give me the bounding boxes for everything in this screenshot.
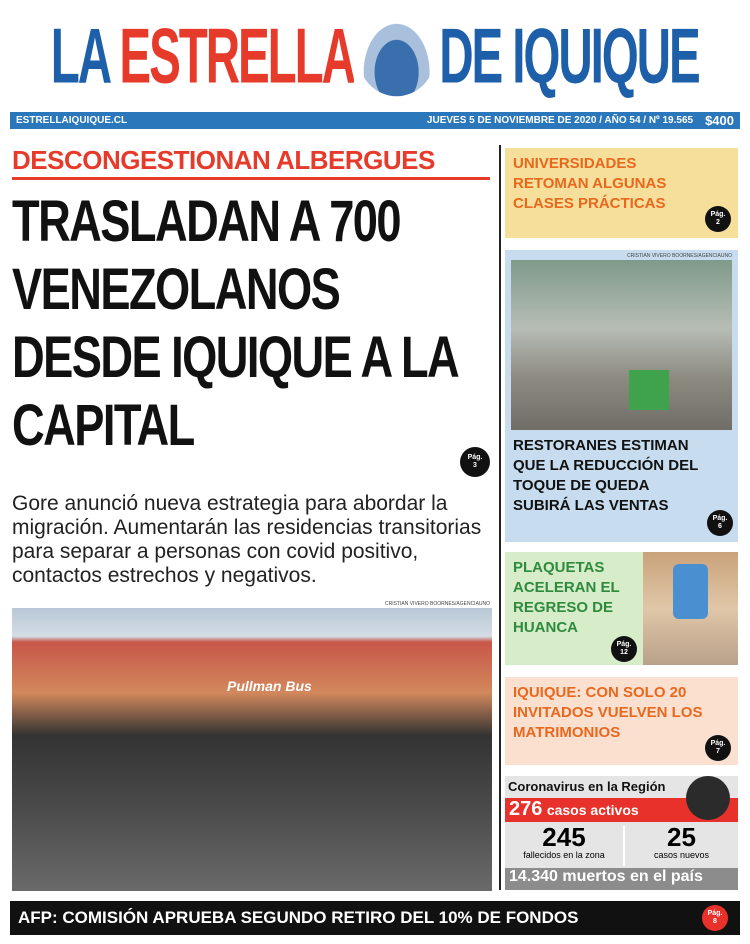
side-story-restoranes[interactable]	[505, 250, 738, 542]
masthead-title-2: DE IQUIQUE	[439, 11, 699, 100]
page-ref-badge: Pág. 12	[611, 636, 637, 662]
date-issue: JUEVES 5 DE NOVIEMBRE DE 2020 / AÑO 54 / Nº 19.565	[426, 115, 694, 126]
main-photo-buses	[12, 608, 492, 891]
player-figure	[673, 564, 708, 619]
side-title: UNIVERSIDADES RETOMAN ALGUNAS CLASES PRÁCTICAS	[513, 155, 667, 212]
delivery-bag-icon	[629, 370, 669, 410]
bus-label: Pullman Bus	[227, 678, 312, 694]
star-logo-icon	[358, 15, 435, 96]
active-cases: 276 casos activos	[505, 798, 738, 822]
main-headline[interactable]: TRASLADAN A 700 VENEZOLANOS DESDE IQUIQUE A LA CAPITAL	[12, 189, 457, 458]
main-deck: Gore anunció nueva estrategia para abordar la migración. Aumentarán las residencias transitorias para separar a personas con covid positivo, contactos estrechos y negativos.	[12, 492, 482, 587]
page-ref-badge: Pág. 8	[702, 905, 728, 931]
coronavirus-panel	[505, 776, 738, 890]
page-ref-badge: Pág. 3	[460, 447, 490, 477]
masthead-title-1: LA ESTRELLA	[51, 11, 355, 100]
corona-title: Coronavirus en la Región	[508, 779, 666, 794]
page-ref-badge: Pág. 2	[705, 206, 731, 232]
side-story-huanca[interactable]	[505, 552, 738, 665]
website[interactable]: ESTRELLAIQUIQUE.CL	[16, 115, 128, 126]
side-title: IQUIQUE: CON SOLO 20 INVITADOS VUELVEN LOS MATRIMONIOS	[513, 684, 703, 741]
page-ref-badge: Pág. 7	[705, 735, 731, 761]
country-deaths: 14.340 muertos en el país	[505, 868, 738, 890]
deaths-zone: 245 fallecidos en la zona	[523, 822, 605, 860]
side-story-matrimonios[interactable]	[505, 677, 738, 765]
price: $400	[705, 113, 734, 128]
bottom-headline: AFP: COMISIÓN APRUEBA SEGUNDO RETIRO DEL 10% DE FONDOS	[18, 908, 579, 927]
side-title: PLAQUETAS ACELERAN EL REGRESO DE HUANCA	[513, 559, 620, 636]
side-story-universidades[interactable]	[505, 148, 738, 238]
bottom-headline-bar[interactable]	[10, 901, 740, 935]
info-bar	[10, 112, 740, 129]
side-title: RESTORANES ESTIMAN QUE LA REDUCCIÓN DEL TOQUE DE QUEDA SUBIRÁ LAS VENTAS	[513, 437, 699, 514]
photo-credit: CRISTIAN VIVERO BOORNES/AGENCIAUNO	[385, 601, 491, 607]
main-kicker: DESCONGESTIONAN ALBERGUES	[12, 143, 490, 180]
delivery-photo	[511, 260, 732, 430]
player-photo	[643, 552, 738, 665]
masthead	[0, 8, 750, 103]
virus-icon	[686, 776, 730, 820]
new-cases: 25 casos nuevos	[653, 822, 710, 860]
page-ref-badge: Pág. 6	[707, 510, 733, 536]
column-divider	[499, 145, 501, 890]
photo-credit: CRISTIAN VIVERO BOORNES/AGENCIAUNO	[626, 253, 732, 259]
